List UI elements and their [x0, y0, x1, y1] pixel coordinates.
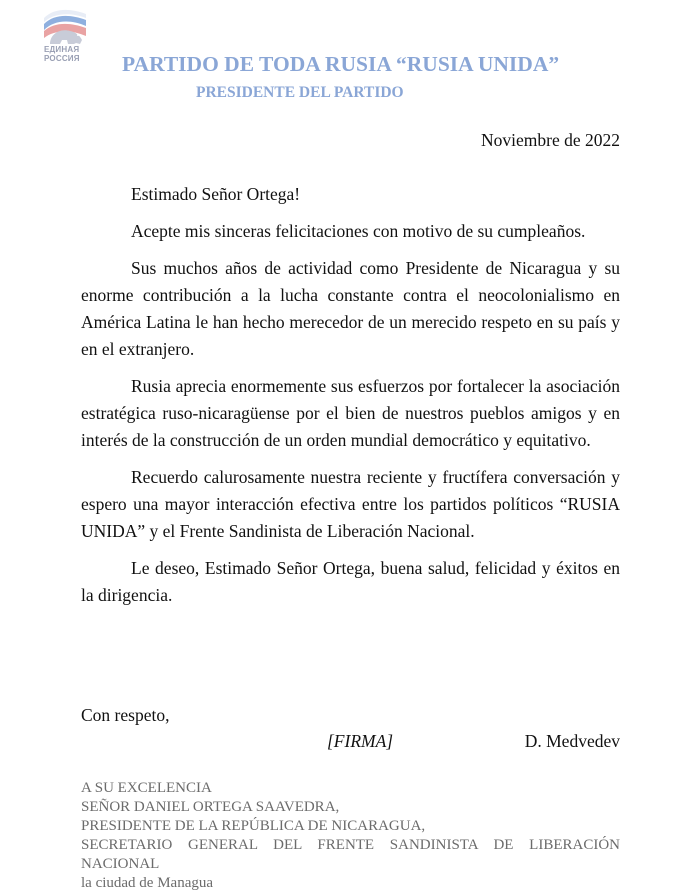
logo-text-line: ЕДИНАЯ	[44, 45, 80, 54]
letter-body	[81, 181, 620, 619]
letter-date: Noviembre de 2022	[481, 130, 620, 150]
addressee-line: SECRETARIO GENERAL DEL FRENTE SANDINISTA DE LIBERACIÓN	[81, 837, 620, 853]
party-role-heading: PRESIDENTE DEL PARTIDO	[196, 84, 404, 101]
body-paragraph: Sus muchos años de actividad como Presidente de Nicaragua y su enorme contribución a la lucha constante contra el neocolonialismo en América Latina le han hecho merecedor de un merecido respeto en su país y en el extranjero.	[81, 258, 620, 359]
logo-text-line: РОССИЯ	[44, 54, 80, 63]
addressee-block	[81, 779, 620, 893]
body-paragraph: Rusia aprecia enormemente sus esfuerzos por fortalecer la asociación estratégica ruso-nicaragüense por el bien de nuestros pueblos amigos y en interés de la construcción de un orden mundial democrático y equitativo.	[81, 376, 620, 450]
addressee-line: NACIONAL	[81, 856, 160, 872]
body-paragraph: Le deseo, Estimado Señor Ortega, buena salud, felicidad y éxitos en la dirigencia.	[81, 558, 620, 605]
greeting: Estimado Señor Ortega!	[131, 184, 301, 204]
body-paragraph: Recuerdo calurosamente nuestra reciente y fructífera conversación y espero una mayor interacción efectiva entre los partidos políticos “RUSIA UNIDA” y el Frente Sandinista de Liberación Nacional.	[81, 467, 620, 541]
body-paragraph: Acepte mis sinceras felicitaciones con motivo de su cumpleaños.	[131, 221, 586, 241]
addressee-line: A SU EXCELENCIA	[81, 780, 212, 796]
signer-name: D. Medvedev	[524, 731, 620, 751]
signature-placeholder: [FIRMA]	[327, 731, 394, 751]
closing: Con respeto,	[81, 705, 170, 725]
addressee-line: la ciudad de Managua	[81, 875, 214, 891]
addressee-line: PRESIDENTE DE LA REPÚBLICA DE NICARAGUA,	[81, 818, 426, 834]
party-name-heading: PARTIDO DE TODA RUSIA “RUSIA UNIDA”	[122, 52, 560, 76]
addressee-line: SEÑOR DANIEL ORTEGA SAAVEDRA,	[81, 799, 340, 815]
logo-text	[44, 45, 80, 63]
